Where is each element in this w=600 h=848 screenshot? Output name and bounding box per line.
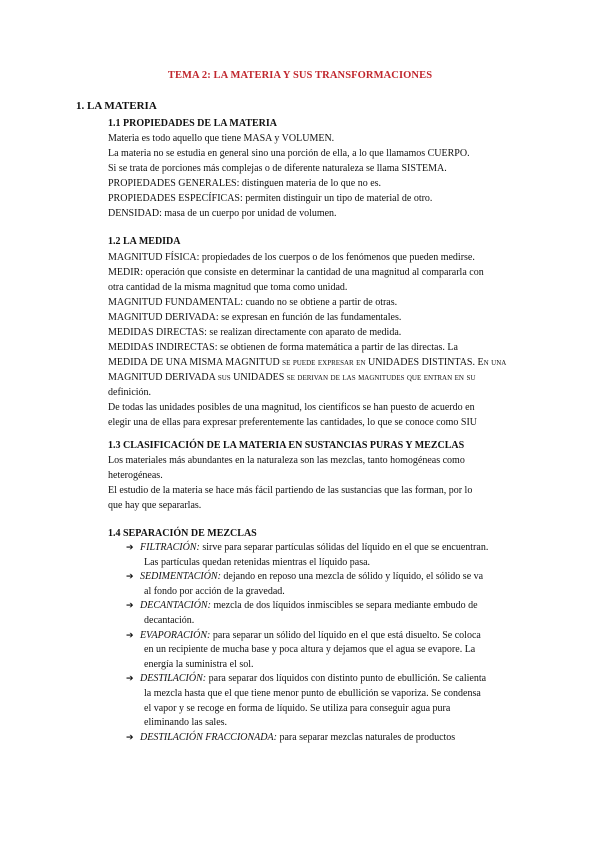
method-text: Las partículas quedan retenidas mientras el líquido pasa. [144,556,371,568]
method-text: decantación. [144,614,195,626]
method-text: la mezcla hasta que el que tiene menor punto de ebullición se vaporiza. Se condensa [144,687,481,699]
method-text: para separar mezclas naturales de productos [276,731,456,743]
text-line: PROPIEDADES ESPECÍFICAS: permiten distinguir un tipo de material de otro. [108,193,433,204]
method-term: DESTILACIÓN: [140,673,207,685]
list-item [126,599,536,628]
list-item [126,731,536,746]
text-line: El estudio de la materia se hace más fácil partiendo de las sustancias que las forman, por lo [108,485,473,496]
method-text: dejando en reposo una mezcla de sólido y líquido, el sólido se va [220,571,484,583]
text-line: PROPIEDADES GENERALES: distinguen materia de lo que no es. [108,178,382,189]
text-line: DENSIDAD: masa de un cuerpo por unidad de volumen. [108,208,337,219]
text-line: MAGNITUD FUNDAMENTAL: cuando no se obtiene a partir de otras. [108,297,398,308]
text-line: MEDIDAS DIRECTAS: se realizan directamente con aparato de medida. [108,327,402,338]
method-term: EVAPORACIÓN: [140,629,211,641]
text-line: De todas las unidades posibles de una magnitud, los científicos se han puesto de acuerdo en [108,402,475,413]
method-text: eliminando las sales. [144,717,228,729]
text-line: que hay que separarlas. [108,500,202,511]
method-text: en un recipiente de mucha base y poca altura y dejamos que el agua se evapore. La [144,644,476,656]
text-line: definición. [108,387,152,398]
text-line: MAGNITUD FÍSICA: propiedades de los cuerpos o de los fenómenos que pueden medirse. [108,252,475,263]
section-1-3-heading: 1.3 CLASIFICACIÓN DE LA MATERIA EN SUSTANCIAS PURAS Y MEZCLAS [108,440,465,451]
text-line: MEDIDAS INDIRECTAS: se obtienen de forma matemática a partir de las directas. La [108,342,458,353]
text-line: heterogéneas. [108,470,163,481]
method-text: al fondo por acción de la gravedad. [144,585,285,597]
method-text: el vapor y se recoge en forma de líquido. Se utiliza para conseguir agua pura [144,702,451,714]
arrow-icon: ➔ [126,732,134,743]
section-1-2-heading: 1.2 LA MEDIDA [108,236,181,247]
list-item [126,672,536,730]
method-term: FILTRACIÓN: [140,542,200,553]
text-line: La materia no se estudia en general sino una porción de ella, a lo que llamamos CUERPO. [108,148,470,159]
text-line: Si se trata de porciones más complejas o de diferente naturaleza se llama SISTEMA. [108,163,447,174]
method-term: DESTILACIÓN FRACCIONADA: [140,731,277,743]
list-item [126,541,536,570]
arrow-icon: ➔ [126,630,134,641]
text-line: Los materiales más abundantes en la naturaleza son las mezclas, tanto homogéneas como [108,455,465,466]
text-line: Materia es todo aquello que tiene MASA y VOLUMEN. [108,133,335,144]
section-1-1-heading: 1.1 PROPIEDADES DE LA MATERIA [108,118,277,129]
text-line: MEDIDA DE UNA MISMA MAGNITUD se puede expresar en UNIDADES DISTINTAS. En una [108,357,507,368]
text-line: MAGNITUD DERIVADA sus UNIDADES se derivan de las magnitudes que entran en su [108,372,476,383]
separation-methods-list [126,541,536,745]
method-text: mezcla de dos líquidos inmiscibles se separa mediante embudo de [210,600,478,612]
section-1-heading: 1. LA MATERIA [76,100,157,112]
arrow-icon: ➔ [126,543,134,553]
text-line: MAGNITUD DERIVADA: se expresan en función de las fundamentales. [108,312,402,323]
list-item [126,570,536,599]
text-line: otra cantidad de la misma magnitud que toma como unidad. [108,282,348,293]
list-item [126,629,536,673]
arrow-icon: ➔ [126,674,134,685]
arrow-icon: ➔ [126,601,134,612]
section-1-2-body [108,250,528,430]
method-text: energía la suministra el sol. [144,658,254,670]
section-1-3-body [108,453,528,513]
section-1-4-heading: 1.4 SEPARACIÓN DE MEZCLAS [108,528,257,539]
method-text: sirve para separar partículas sólidas del líquido en el que se encuentran. [199,542,489,553]
method-text: para separar un sólido del líquido en el que está disuelto. Se coloca [210,629,481,641]
page-title: TEMA 2: LA MATERIA Y SUS TRANSFORMACIONES [167,70,433,81]
text-line: elegir una de ellas para expresar preferentemente las cantidades, lo que se conoce como SIU [108,417,477,428]
method-term: DECANTACIÓN: [140,600,211,612]
text-line: MEDIR: operación que consiste en determinar la cantidad de una magnitud al compararla con [108,267,484,278]
method-term: SEDIMENTACIÓN: [140,571,221,583]
section-1-1-body [108,131,528,221]
method-text: para separar dos líquidos con distinto punto de ebullición. Se calienta [206,673,487,685]
arrow-icon: ➔ [126,572,134,583]
